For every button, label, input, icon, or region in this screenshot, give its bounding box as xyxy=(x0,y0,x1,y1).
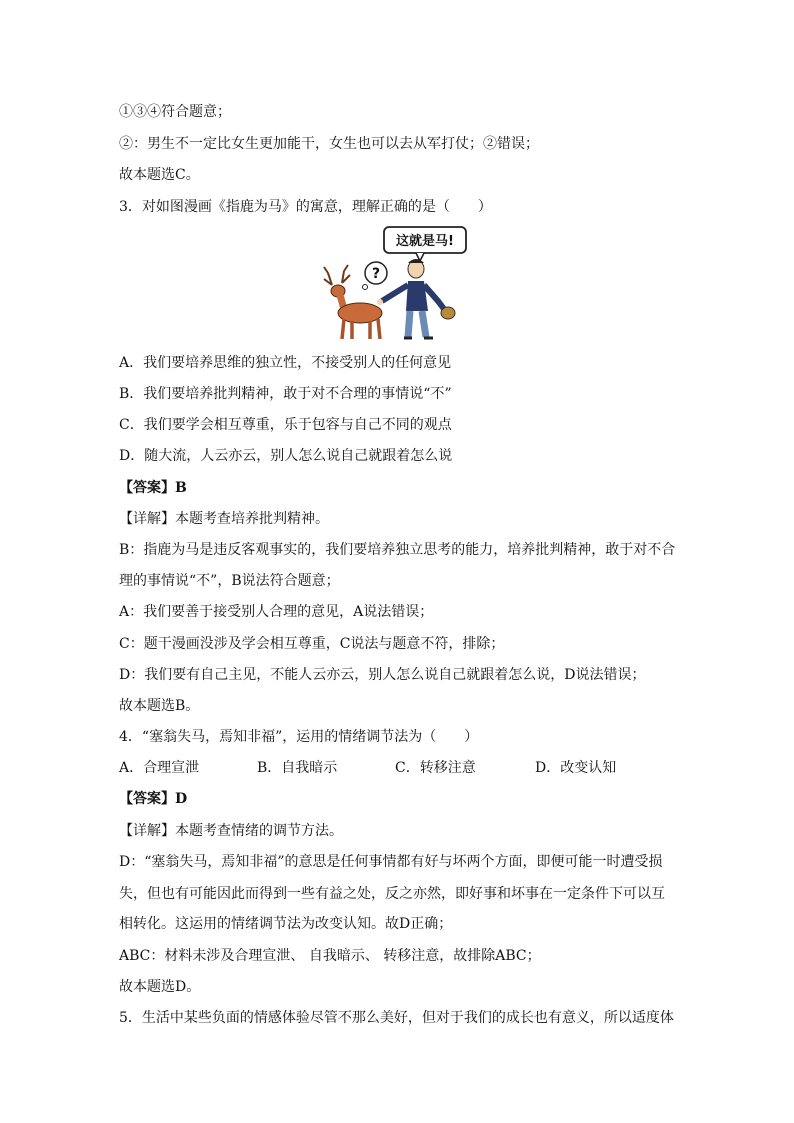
question-3-stem: 3．对如图漫画《指鹿为马》的寓意，理解正确的是（ ） xyxy=(119,199,492,215)
question-4-stem: 4．“塞翁失马，焉知非福”，运用的情绪调节法为（ ） xyxy=(119,729,479,745)
option-b: B．我们要培养批判精神，敢于对不合理的事情说“不” xyxy=(119,386,452,402)
option-b: B．自我暗示 xyxy=(257,760,338,776)
text-line: ABC：材料未涉及合理宣泄、 自我暗示、 转移注意，故排除ABC； xyxy=(119,948,541,964)
money-bag-icon xyxy=(441,307,455,319)
option-c: C．转移注意 xyxy=(395,760,476,776)
option-d: D．改变认知 xyxy=(535,760,617,776)
explanation-heading: 【详解】本题考查培养批判精神。 xyxy=(119,511,329,527)
text-line: 故本题选B。 xyxy=(119,698,200,714)
question-mark-icon: ? xyxy=(371,266,381,282)
question-5-stem: 5．生活中某些负面的情感体验尽管不那么美好，但对于我们的成长也有意义，所以适度体 xyxy=(119,1010,674,1026)
text-line: A：我们要善于接受别人合理的意见，A说法错误； xyxy=(119,604,434,620)
text-line: 故本题选C。 xyxy=(119,167,200,183)
text-line: B：指鹿为马是违反客观事实的，我们要培养独立思考的能力，培养批判精神，敢于对不合 xyxy=(119,542,676,558)
option-a: A．我们要培养思维的独立性，不接受别人的任何意见 xyxy=(119,355,452,371)
option-a: A．合理宣泄 xyxy=(119,760,200,776)
explanation-heading: 【详解】本题考查情绪的调节方法。 xyxy=(119,823,343,839)
text-line: 理的事情说“不”，B说法符合题意； xyxy=(119,573,340,589)
speech-text: 这就是马! xyxy=(396,234,454,249)
text-line: ②：男生不一定比女生更加能干，女生也可以去从军打仗；②错误； xyxy=(119,136,539,152)
option-c: C．我们要学会相互尊重，乐于包容与自己不同的观点 xyxy=(119,417,452,433)
answer-label: 【答案】D xyxy=(119,791,188,807)
cartoon-illustration xyxy=(320,225,476,343)
option-d: D．随大流，人云亦云，别人怎么说自己就跟着怎么说 xyxy=(119,448,453,464)
question-4-options xyxy=(119,758,679,778)
text-line: 相转化。这运用的情绪调节法为改变认知。故D正确； xyxy=(119,916,453,932)
text-line: C：题干漫画没涉及学会相互尊重，C说法与题意不符，排除； xyxy=(119,636,505,652)
text-line: D：“塞翁失马，焉知非福”的意思是任何事情都有好与坏两个方面，即便可能一时遭受损 xyxy=(119,854,663,870)
answer-label: 【答案】B xyxy=(119,480,187,496)
text-line: D：我们要有自己主见，不能人云亦云，别人怎么说自己就跟着怎么说，D说法错误； xyxy=(119,667,646,683)
man-figure xyxy=(377,259,455,338)
text-line: 故本题选D。 xyxy=(119,979,201,995)
text-line: ①③④符合题意； xyxy=(119,104,231,120)
text-line: 失，但也有可能因此而得到一些有益之处，反之亦然，即好事和坏事在一定条件下可以互 xyxy=(119,886,665,902)
